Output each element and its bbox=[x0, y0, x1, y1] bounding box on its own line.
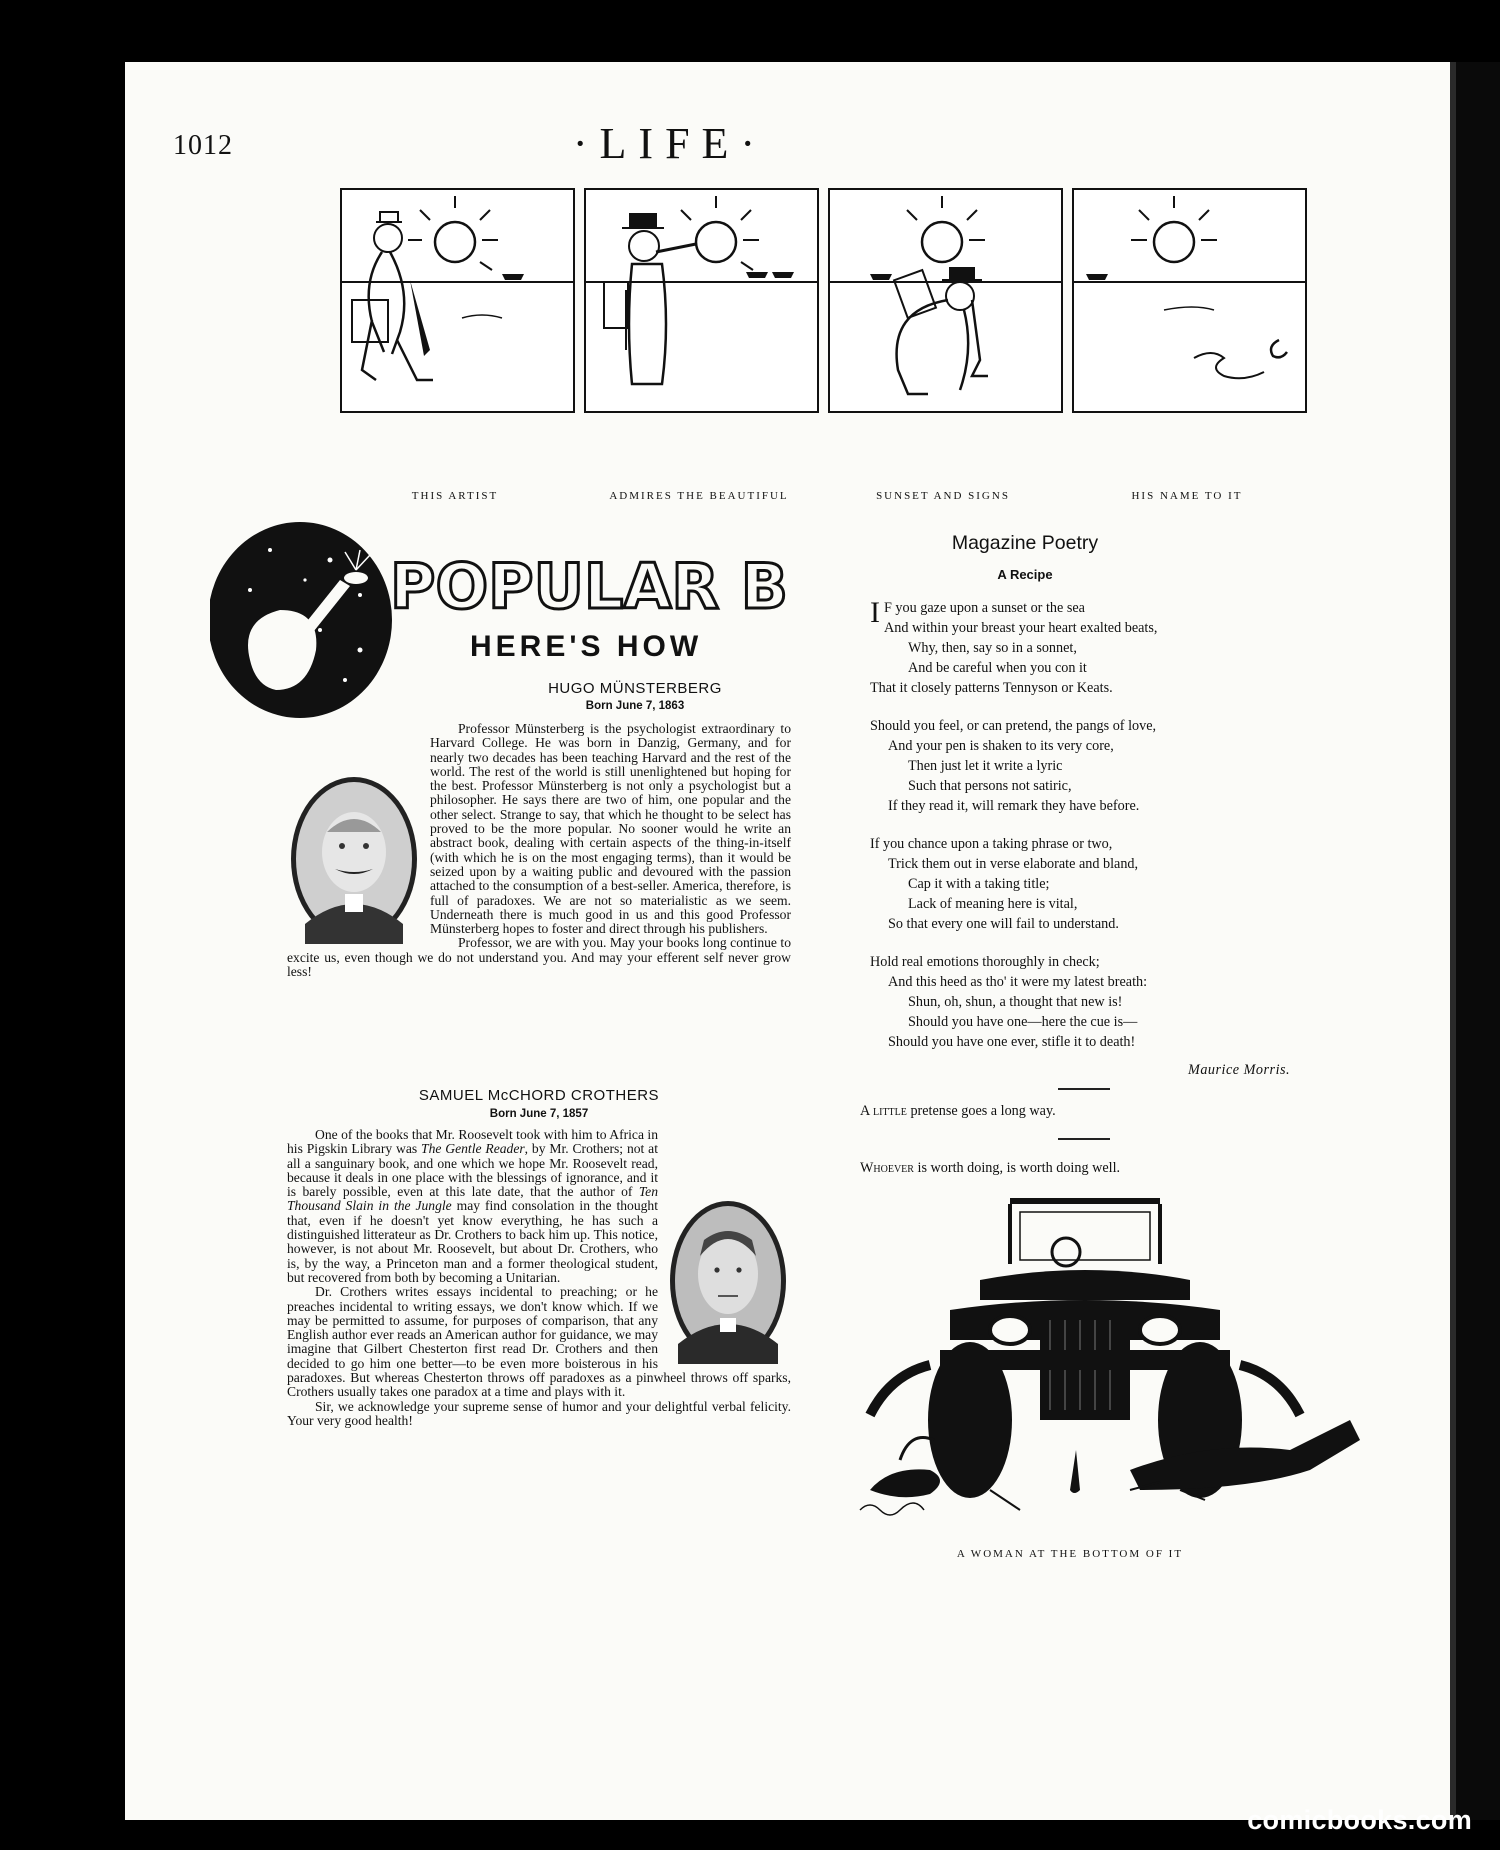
comic-panel-3 bbox=[828, 188, 1063, 413]
person2-name: SAMUEL McCHORD CROTHERS bbox=[418, 1087, 660, 1104]
divider-rule bbox=[1058, 1088, 1110, 1090]
poem-stanza-3: If you chance upon a taking phrase or two, Trick them out in verse elaborate and bland, Cap it with a taking title; Lack of meaning here is vital, So that every one will fail to understand. bbox=[870, 836, 1139, 932]
person1-paragraph-2: Professor, we are with you. May your books long continue to excite us, even though we do not understand you. And may your efferent self never grow less! bbox=[287, 935, 791, 980]
watermark: comicbooks.com bbox=[1247, 1805, 1472, 1835]
car-caption: A WOMAN AT THE BOTTOM OF IT bbox=[956, 1548, 1184, 1560]
person2-paragraph-1: One of the books that Mr. Roosevelt took with him to Africa in his Pigskin Library was The Gentle Reader, by Mr. Crothers; not at all a sanguinary book, and one which we hope Mr. Roosevelt read, because it deals in one place with the blessings of ignorance, and it is barely possible, even at this late date, that the author of Ten Thousand Slain in the Jungle may find consolation in the thought that, even if he doesn't yet know everything, he has such a distinguished litterateur as Dr. Crothers to back him up. This notice, however, is not about Mr. Roosevelt, but about Dr. Crothers, who is, by the way, a Princeton man and a former theological student, but recovered from both by becoming a Unitarian. bbox=[287, 1127, 658, 1285]
comic-panel-1 bbox=[340, 188, 575, 413]
person2-paragraph-3: Sir, we acknowledge your supreme sense of humor and your delightful verbal felicity. Your very good health! bbox=[287, 1398, 791, 1428]
person2-article bbox=[287, 1128, 791, 1428]
page-number: 1012 bbox=[173, 130, 233, 161]
poem-stanza-1: I F you gaze upon a sunset or the sea And within your breast your heart exalted beats, Why, then, say so in a sonnet, And be careful when you con it That it closely patterns Tennyson or Keats. bbox=[870, 596, 1158, 696]
comic-caption-2: ADMIRES THE BEAUTIFUL bbox=[609, 490, 789, 502]
birthdays-heading-text: POPULAR B bbox=[390, 550, 789, 623]
gentle-reader-title: The Gentle Reader bbox=[421, 1141, 525, 1157]
poem-title: Magazine Poetry bbox=[951, 532, 1099, 554]
comic-caption-1: THIS ARTIST bbox=[411, 490, 499, 502]
crothers-portrait bbox=[666, 1196, 791, 1366]
adjacent-page-edge bbox=[1450, 62, 1500, 1820]
comic-panel-2 bbox=[584, 188, 819, 413]
person2-born: Born June 7, 1857 bbox=[489, 1108, 589, 1120]
comic-caption-4: HIS NAME TO IT bbox=[1131, 490, 1243, 502]
car-illustration bbox=[830, 1190, 1390, 1530]
poem-author: Maurice Morris. bbox=[1188, 1062, 1291, 1078]
person1-born: Born June 7, 1863 bbox=[585, 700, 685, 712]
munsterberg-portrait bbox=[287, 774, 422, 944]
poem-body bbox=[870, 598, 1290, 1070]
person1-name: HUGO MÜNSTERBERG bbox=[548, 680, 722, 697]
squib-pretense: A little pretense goes a long way. bbox=[860, 1103, 1056, 1119]
person2-paragraph-2: Dr. Crothers writes essays incidental to preaching; or he preaches incidental to writing essays, we don't know which. If we may be permitted to assume, for purposes of comparison, that any English author ever reads an American author for guidance, we may imagine that Gilbert Chesterton first read Dr. Crothers and then decided to go him one better—to be even more boisterous in his paradoxes. But whereas Chesterton throws off paradoxes as a pinwheel throws off sparks, Crothers usually takes one paradox at a time and plays with it. bbox=[287, 1284, 791, 1400]
comic-caption-3: SUNSET AND SIGNS bbox=[876, 490, 1010, 502]
divider-rule bbox=[1058, 1138, 1110, 1140]
heres-how-heading: HERE'S HOW bbox=[470, 630, 703, 663]
ten-thousand-slain-title: Ten Thousand Slain in the Jungle bbox=[287, 1184, 658, 1214]
squib-whoever: Whoever is worth doing, is worth doing well. bbox=[860, 1160, 1121, 1176]
poem-dropcap: I bbox=[870, 596, 880, 629]
masthead: ·LIFE· bbox=[572, 119, 768, 168]
person1-article bbox=[287, 722, 791, 979]
poem-stanza-2: Should you feel, or can pretend, the pangs of love, And your pen is shaken to its very core, Then just let it write a lyric Such that persons not satiric, If they read it, will remark they have before. bbox=[870, 718, 1157, 814]
poem-stanza-4: Hold real emotions thoroughly in check; And this heed as tho' it were my latest breath: Shun, oh, shun, a thought that new is! Should you have one—here the cue is— Should you have one ever, stifle it to death! bbox=[870, 954, 1148, 1050]
comic-panel-4 bbox=[1072, 188, 1307, 413]
poem-subtitle: A Recipe bbox=[997, 567, 1053, 582]
person1-paragraph-1: Professor Münsterberg is the psychologist extraordinary to Harvard College. He was born in Danzig, Germany, and for nearly two decades has been teaching Harvard and the rest of the world. The rest of the world is still unenlightened but hoping for the best. Professor Münsterberg is not only a psychologist but a philosopher. He says there are two of him, one popular and the other select. Strange to say, that which he thought to be select has proved to be the more popular. No sooner would he write an abstract book, dealing with certain aspects of the thing-in-itself (with which he is on the most engaging terms), than it would be seized upon by a waiting public and devoured with the passion attached to the consumption of a best-seller. America, therefore, is full of paradoxes. We are not so materialistic as we seem. Underneath there is much good in us and this good Professor Münsterberg hopes to foster and direct through his publishers. bbox=[430, 721, 791, 937]
